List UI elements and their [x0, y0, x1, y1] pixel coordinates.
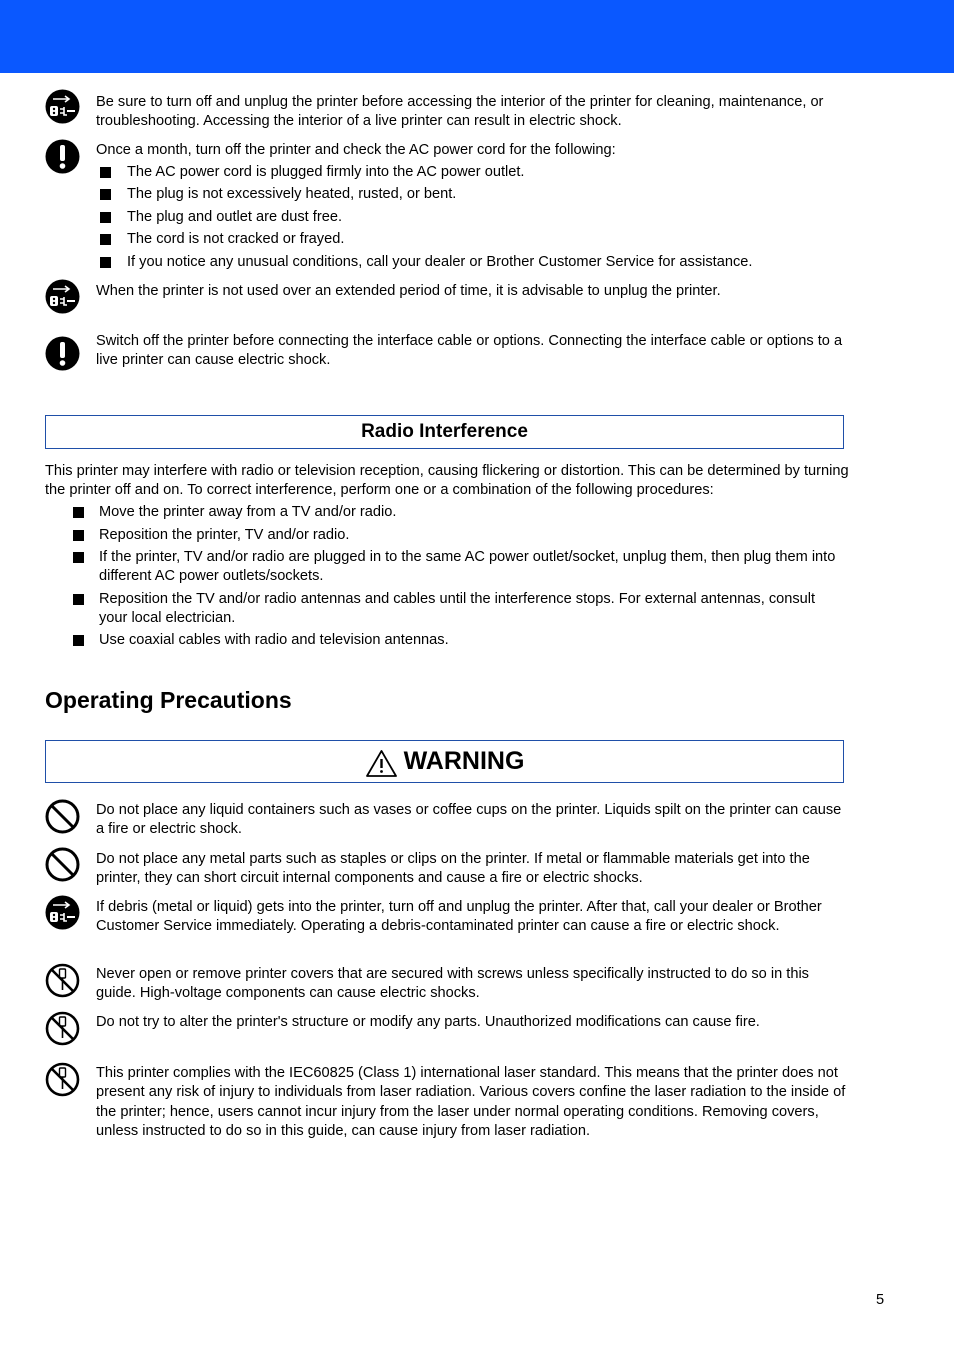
bullet-square-icon	[100, 189, 111, 200]
switch-off-text: Switch off the printer before connecting the interface cable or options. Connecting the interface cable or options to a live printer can cause electric shock.	[96, 333, 843, 369]
warning-label: WARNING	[403, 747, 525, 775]
warning-item-text: If debris (metal or liquid) gets into the printer, turn off and unplug the printer. After that, call your dealer or Brother Customer Service immediately. Operating a debris-contaminated printer can cause a fire or electric shock.	[96, 899, 822, 935]
list-item-text: If the printer, TV and/or radio are plugged in to the same AC power outlet/socket, unplug them, then plug them into different AC power outlets/sockets.	[99, 549, 836, 585]
list-item-text: The plug is not excessively heated, rusted, or bent.	[127, 186, 457, 202]
bullet-square-icon	[73, 530, 84, 541]
bullet-square-icon	[100, 257, 111, 268]
unplug-warning-text: Be sure to turn off and unplug the printer before accessing the interior of the printer for cleaning, maintenance, or troubleshooting. Accessing the interior of a live printer can result in electric shock.	[96, 94, 824, 130]
warning-item-text: Never open or remove printer covers that are secured with screws unless specifically instructed to do so in this guide. High-voltage components can cause electric shocks.	[96, 966, 809, 1002]
prohibited-icon	[45, 847, 80, 882]
list-item-text: The AC power cord is plugged firmly into the AC power outlet.	[127, 164, 525, 180]
list-item-text: Reposition the printer, TV and/or radio.	[99, 527, 350, 543]
warning-item-text: This printer complies with the IEC60825 (Class 1) international laser standard. This means that the printer does not present any risk of injury to individuals from laser radiation. Various covers confine the laser radiation to the inside of the printer; hence, users cannot incur injury from the laser under normal operating conditions. Removing covers, unless instructed to do so in this guide, can cause injury from laser radiation.	[96, 1065, 846, 1139]
warning-item-text: Do not try to alter the printer's structure or modify any parts. Unauthorized modifications can cause fire.	[96, 1014, 760, 1030]
bullet-square-icon	[100, 167, 111, 178]
unplug-icon	[45, 279, 80, 314]
mandatory-icon	[45, 139, 80, 174]
prohibited-icon	[45, 799, 80, 834]
unused-unplug-text: When the printer is not used over an extended period of time, it is advisable to unplug the printer.	[96, 283, 721, 299]
bullet-square-icon	[73, 594, 84, 605]
unplug-icon	[45, 895, 80, 930]
radio-interference-box	[45, 415, 844, 449]
warning-header	[46, 745, 843, 778]
warning-box	[45, 740, 844, 783]
warning-item-text: Do not place any metal parts such as staples or clips on the printer. If metal or flammable materials get into the printer, they can short circuit internal components and cause a fire or electric shocks.	[96, 851, 810, 887]
unplug-icon	[45, 89, 80, 124]
check-intro-text: Once a month, turn off the printer and check the AC power cord for the following:	[96, 142, 616, 158]
bullet-square-icon	[73, 507, 84, 518]
bullet-square-icon	[73, 635, 84, 646]
list-item-text: If you notice any unusual conditions, call your dealer or Brother Customer Service for assistance.	[127, 254, 753, 270]
no-disassembly-icon	[45, 963, 80, 998]
list-item-text: Use coaxial cables with radio and television antennas.	[99, 632, 449, 648]
page-number: 5	[876, 1292, 885, 1308]
no-disassembly-icon	[45, 1011, 80, 1046]
header-bar	[0, 0, 954, 73]
list-item-text: Move the printer away from a TV and/or radio.	[99, 504, 397, 520]
radio-interference-title: Radio Interference	[361, 421, 528, 442]
list-item-text: The cord is not cracked or frayed.	[127, 231, 345, 247]
warning-item-text: Do not place any liquid containers such as vases or coffee cups on the printer. Liquids spilt on the printer can cause a fire or electric shock.	[96, 802, 842, 838]
list-item-text: Reposition the TV and/or radio antennas and cables until the interference stops. For external antennas, consult your local electrician.	[99, 591, 816, 627]
operating-precautions-heading: Operating Precautions	[45, 687, 292, 713]
no-disassembly-icon	[45, 1062, 80, 1097]
radio-intro-text: This printer may interfere with radio or television reception, causing flickering or distortion. This can be determined by turning the printer off and on. To correct interference, perform one or a combination of the following procedures:	[45, 463, 849, 499]
warning-triangle-icon	[365, 749, 398, 778]
list-item-text: The plug and outlet are dust free.	[127, 209, 342, 225]
bullet-square-icon	[73, 552, 84, 563]
bullet-square-icon	[100, 234, 111, 245]
bullet-square-icon	[100, 212, 111, 223]
mandatory-icon	[45, 336, 80, 371]
